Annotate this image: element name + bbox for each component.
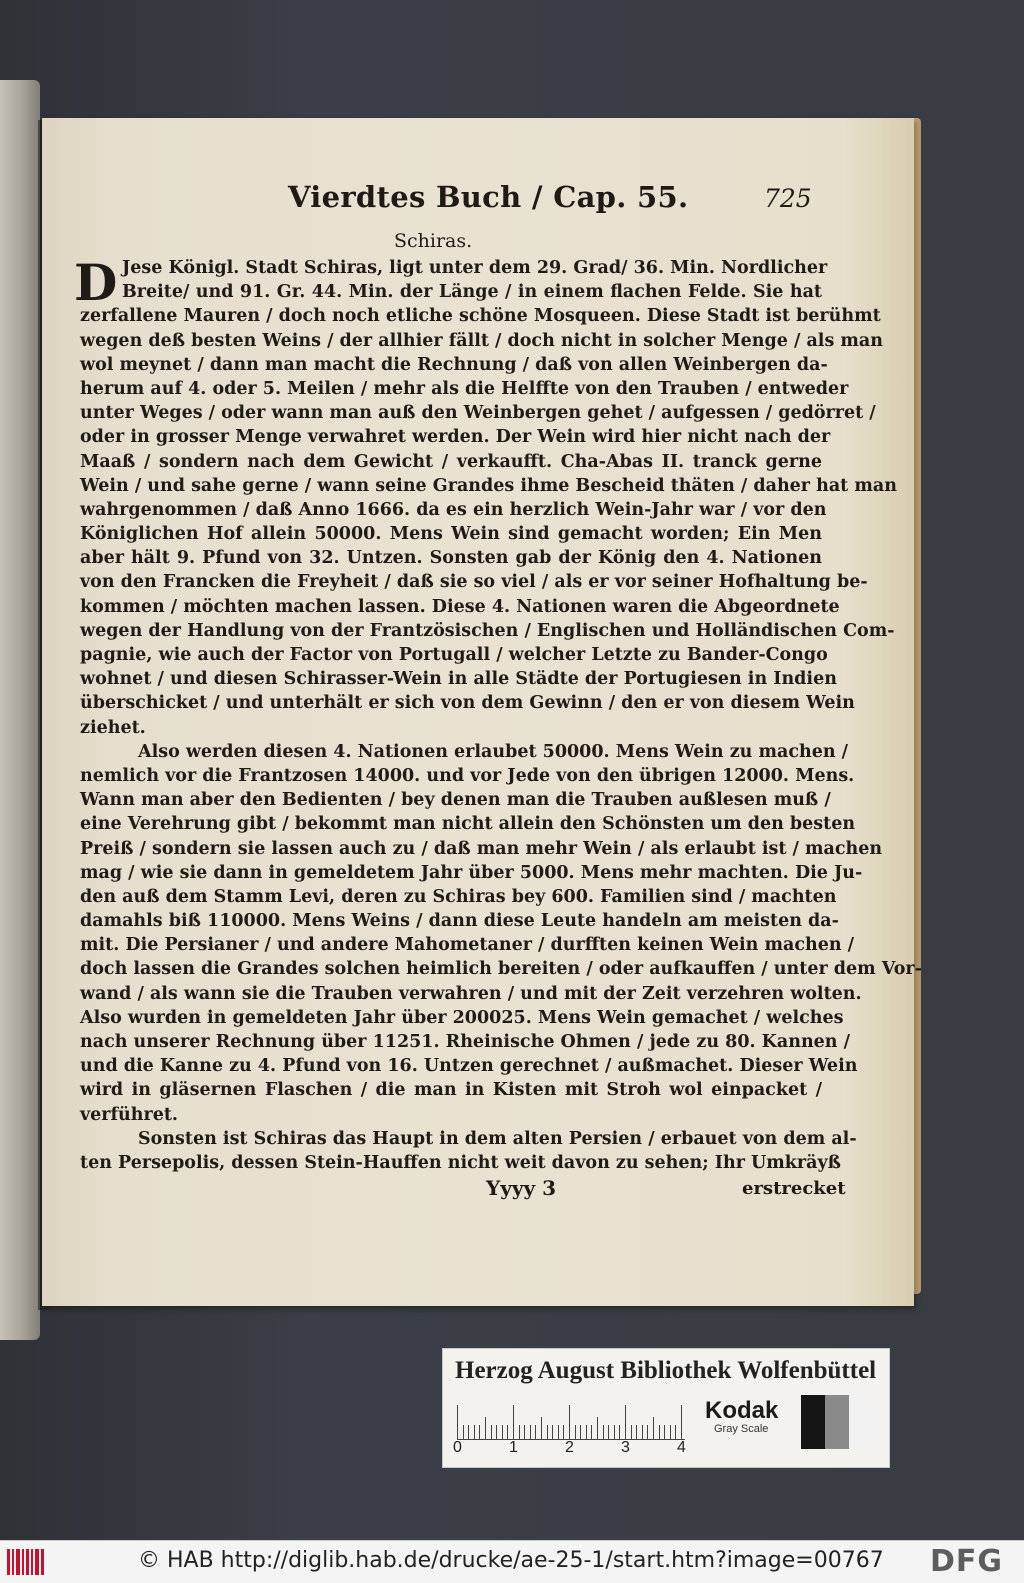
text-line: Wein / und sahe gerne / wann seine Grandes ihme Bescheid thäten / daher hat man xyxy=(80,475,897,496)
text-line: überschicket / und unterhält er sich von dem Gewinn / den er von diesem Wein xyxy=(80,693,855,714)
text-line: wol meynet / dann man macht die Rechnung / daß von allen Weinbergen da- xyxy=(80,354,828,375)
text-line: doch lassen die Grandes solchen heimlich bereiten / oder aufkauffen / unter dem Vor- xyxy=(80,959,922,980)
text-line: wegen deß besten Weins / der allhier fällt / doch nicht in solcher Menge / als man xyxy=(80,330,883,351)
ruler-tick xyxy=(664,1425,665,1439)
ruler-tick xyxy=(513,1405,514,1439)
text-line: Maaß / sondern nach dem Gewicht / verkaufft. Cha-Abas II. tranck gerne xyxy=(80,451,822,472)
ruler-tick xyxy=(530,1425,531,1439)
library-color-card xyxy=(442,1348,890,1468)
drop-capital: D xyxy=(74,253,118,312)
ruler-tick xyxy=(474,1425,475,1439)
text-line: wird in gläsernen Flaschen / die man in Kisten mit Stroh wol einpacket / xyxy=(80,1080,822,1101)
text-line: unter Weges / oder wann man auß den Weinbergen gehet / aufgessen / gedörret / xyxy=(80,403,876,424)
ruler-tick xyxy=(575,1425,576,1439)
text-line: Jese Königl. Stadt Schiras, ligt unter dem 29. Grad/ 36. Min. Nordlicher xyxy=(122,258,828,278)
text-line: den auß dem Stamm Levi, deren zu Schiras bey 600. Familien sind / machten xyxy=(80,886,837,907)
ruler-tick xyxy=(675,1425,676,1439)
ruler-tick xyxy=(563,1425,564,1439)
page-footer xyxy=(42,1176,914,1206)
ruler-tick xyxy=(681,1405,682,1439)
ruler-tick xyxy=(580,1425,581,1439)
text-line: oder in grosser Menge verwahret werden. Der Wein wird hier nicht nach der xyxy=(80,427,831,448)
signature-mark: Yyyy 3 xyxy=(486,1176,557,1200)
ruler-tick xyxy=(608,1425,609,1439)
text-line: ten Persepolis, dessen Stein-Hauffen nicht weit davon zu sehen; Ihr Umkräyß xyxy=(80,1152,841,1173)
ruler-tick xyxy=(636,1425,637,1439)
section-title: Schiras. xyxy=(394,230,473,252)
text-line: herum auf 4. oder 5. Meilen / mehr als die Helffte von den Trauben / entweder xyxy=(80,378,849,399)
text-line: und die Kanne zu 4. Pfund von 16. Untzen gerechnet / außmachet. Dieser Wein xyxy=(80,1056,858,1077)
ruler-tick xyxy=(479,1425,480,1439)
ruler-tick xyxy=(591,1425,592,1439)
measurement-ruler xyxy=(457,1403,685,1440)
ruler-tick xyxy=(541,1417,542,1439)
ruler-tick xyxy=(597,1417,598,1439)
ruler-tick xyxy=(468,1425,469,1439)
book-page xyxy=(42,118,922,1306)
text-line: Wann man aber den Bedienten / bey denen man die Trauben außlesen muß / xyxy=(80,790,831,811)
ruler-number: 4 xyxy=(677,1439,686,1456)
text-line: ziehet. xyxy=(80,717,146,738)
ruler-tick xyxy=(524,1425,525,1439)
ruler-number: 1 xyxy=(509,1439,518,1456)
text-line: Preiß / sondern sie lassen auch zu / daß man mehr Wein / als erlaubt ist / machen xyxy=(80,838,883,859)
kodak-logo: Kodak xyxy=(705,1397,779,1424)
ruler-tick xyxy=(547,1425,548,1439)
running-head xyxy=(42,180,914,220)
ruler-tick xyxy=(659,1425,660,1439)
text-line: wand / als wann sie die Trauben verwahren / und mit der Zeit verzehren wolten. xyxy=(80,983,862,1004)
gray-scale-label: Gray Scale xyxy=(714,1423,769,1435)
text-line: Breite/ und 91. Gr. 44. Min. der Länge / in einem flachen Felde. Sie hat xyxy=(122,282,822,303)
ruler-tick xyxy=(535,1425,536,1439)
left-page-curl xyxy=(0,80,40,1340)
text-line: wegen der Handlung von der Frantzösischen / Englischen und Holländischen Com- xyxy=(80,620,895,641)
ruler-tick xyxy=(653,1417,654,1439)
ruler-tick xyxy=(496,1425,497,1439)
text-line: pagnie, wie auch der Factor von Portugall / welcher Letzte zu Bander-Congo xyxy=(80,645,828,665)
ruler-tick xyxy=(631,1425,632,1439)
ruler-tick xyxy=(614,1425,615,1439)
text-line: kommen / möchten machen lassen. Diese 4. Nationen waren die Abgeordnete xyxy=(80,596,840,617)
gray-patch-black xyxy=(801,1395,825,1449)
ruler-number: 2 xyxy=(565,1439,574,1456)
text-line: nach unserer Rechnung über 11251. Rheinische Ohmen / jede zu 80. Kannen / xyxy=(80,1032,851,1052)
text-line: aber hält 9. Pfund von 32. Untzen. Sonsten gab der König den 4. Nationen xyxy=(80,548,822,569)
ruler-tick xyxy=(670,1425,671,1439)
text-line: Also werden diesen 4. Nationen erlaubet 50000. Mens Wein zu machen / xyxy=(138,741,849,762)
ruler-tick xyxy=(491,1425,492,1439)
dfg-logo: DFG xyxy=(930,1544,1004,1579)
ruler-tick xyxy=(603,1425,604,1439)
text-line: damahls biß 110000. Mens Weins / dann diese Leute handeln am meisten da- xyxy=(80,911,839,932)
ruler-tick xyxy=(519,1425,520,1439)
body-text xyxy=(74,253,922,1175)
copyright-link[interactable]: © HAB http://diglib.hab.de/drucke/ae-25-1/start.htm?image=00767 xyxy=(138,1548,884,1573)
text-line: Königlichen Hof allein 50000. Mens Wein sind gemacht worden; Ein Men xyxy=(80,524,822,545)
text-line: mit. Die Persianer / und andere Mahometaner / durfften keinen Wein machen / xyxy=(80,935,855,956)
ruler-tick xyxy=(558,1425,559,1439)
text-line: zerfallene Mauren / doch noch etliche schöne Mosqueen. Diese Stadt ist berühmt xyxy=(80,306,881,327)
text-line: mag / wie sie dann in gemeldetem Jahr über 5000. Mens mehr machten. Die Ju- xyxy=(80,862,863,883)
library-name: Herzog August Bibliothek Wolfenbüttel xyxy=(455,1357,877,1384)
ruler-tick xyxy=(507,1425,508,1439)
ruler-number: 3 xyxy=(621,1439,630,1456)
ruler-tick xyxy=(552,1425,553,1439)
catchword: erstrecket xyxy=(742,1178,846,1199)
barcode-icon xyxy=(6,1547,46,1577)
running-head-title: Vierdtes Buch / Cap. 55. xyxy=(288,180,689,214)
gray-patch-white xyxy=(849,1395,873,1449)
ruler-tick xyxy=(625,1405,626,1439)
ruler-tick xyxy=(586,1425,587,1439)
text-line: Also wurden in gemeldeten Jahr über 200025. Mens Wein gemachet / welches xyxy=(80,1007,844,1028)
text-line: von den Francken die Freyheit / daß sie so viel / als er vor seiner Hofhaltung be- xyxy=(80,572,868,593)
text-line: nemlich vor die Frantzosen 14000. und vor Jede von den übrigen 12000. Mens. xyxy=(80,765,855,786)
page-number: 725 xyxy=(764,184,812,213)
ruler-tick xyxy=(619,1425,620,1439)
text-line: wahrgenommen / daß Anno 1666. da es ein herzlich Wein-Jahr war / vor den xyxy=(80,499,827,520)
text-line: Sonsten ist Schiras das Haupt in dem alten Persien / erbauet von dem al- xyxy=(138,1128,857,1149)
ruler-tick xyxy=(463,1425,464,1439)
ruler-tick xyxy=(569,1405,570,1439)
ruler-tick xyxy=(485,1417,486,1439)
text-line: wohnet / und diesen Schirasser-Wein in alle Städte der Portugiesen in Indien xyxy=(80,669,837,690)
ruler-tick xyxy=(457,1405,458,1439)
ruler-tick xyxy=(647,1425,648,1439)
ruler-number: 0 xyxy=(453,1439,462,1456)
ruler-tick xyxy=(642,1425,643,1439)
viewer-footer-bar xyxy=(0,1540,1024,1583)
gray-patch-mid xyxy=(825,1395,849,1449)
text-line: eine Verehrung gibt / bekommt man nicht allein den Schönsten um den besten xyxy=(80,814,856,835)
ruler-tick xyxy=(502,1425,503,1439)
text-line: verführet. xyxy=(80,1104,179,1125)
